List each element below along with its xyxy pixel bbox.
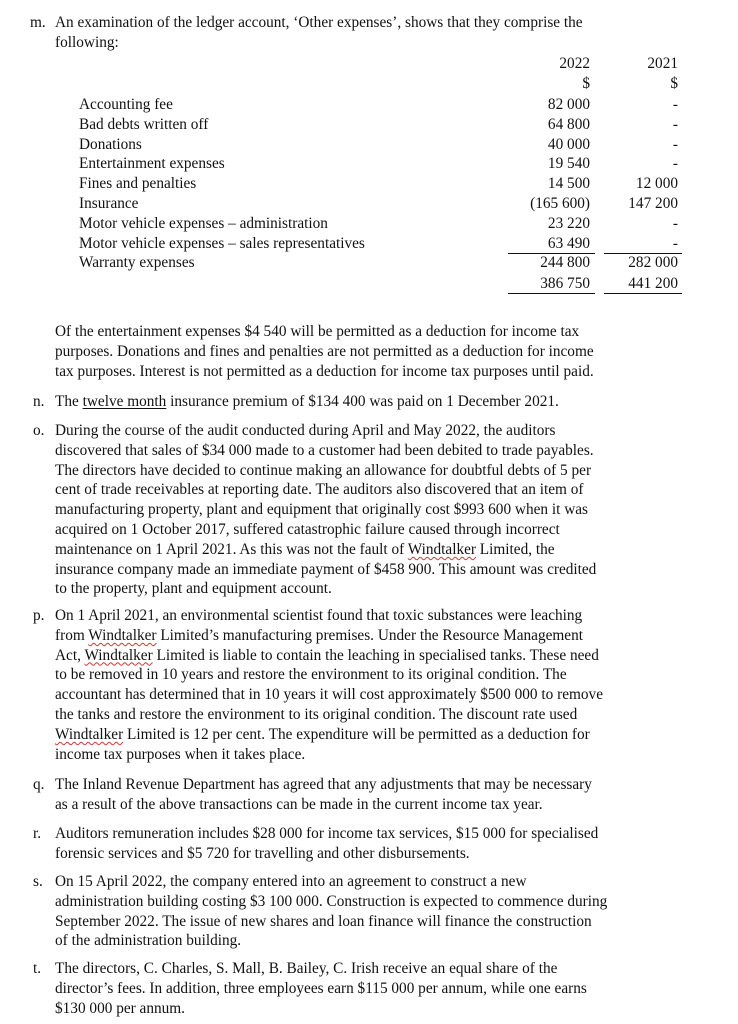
value-2022: 23 220 — [547, 214, 590, 232]
spellcheck-word: Windtalker — [84, 646, 153, 664]
item-marker: p. — [33, 607, 45, 624]
row-label: Donations — [79, 135, 142, 153]
item-marker: m. — [30, 14, 46, 31]
row-label: Insurance — [79, 195, 139, 212]
value-2022: 63 490 — [547, 234, 590, 252]
currency-2021: $ — [670, 75, 678, 92]
item-marker: t. — [33, 960, 42, 977]
col-header-2022: 2022 — [559, 55, 590, 72]
value-2021: - — [672, 234, 678, 252]
col-header-2021: 2021 — [647, 55, 678, 72]
value-2021: 147 200 — [628, 195, 678, 212]
row-label: Motor vehicle expenses – administration — [79, 214, 328, 232]
item-marker: r. — [33, 825, 42, 842]
row-label: Entertainment expenses — [79, 155, 225, 173]
item-marker: n. — [33, 393, 45, 410]
value-2021: 12 000 — [635, 175, 678, 193]
item-marker: s. — [33, 873, 43, 890]
value-2022: 14 500 — [547, 175, 590, 193]
row-label: Accounting fee — [79, 96, 173, 113]
spellcheck-word: Windtalker — [55, 725, 124, 743]
value-2021: 282 000 — [628, 254, 678, 272]
value-2022: 64 800 — [547, 115, 590, 133]
spellcheck-word: Windtalker — [88, 626, 157, 644]
underlined-phrase: twelve month — [82, 393, 167, 410]
item-marker: o. — [33, 422, 45, 439]
value-2022: (165 600) — [530, 195, 590, 212]
row-label: Fines and penalties — [79, 175, 197, 193]
total-2021: 441 200 — [628, 275, 678, 292]
value-2021: - — [672, 96, 678, 113]
value-2022: 40 000 — [547, 135, 590, 153]
total-2022: 386 750 — [540, 275, 590, 292]
item-marker: q. — [33, 776, 45, 793]
spellcheck-word: Windtalker — [407, 540, 476, 558]
value-2021: - — [672, 155, 678, 173]
value-2022: 244 800 — [540, 254, 590, 272]
currency-2022: $ — [582, 75, 590, 92]
value-2021: - — [672, 214, 678, 232]
value-2021: - — [672, 135, 678, 153]
row-label: Motor vehicle expenses – sales representatives — [79, 234, 365, 252]
item-m-note: Of the entertainment expenses $4 540 will be permitted as a deduction for income tax purposes. Donations and fines and penalties are not permitted as a deduction for income tax purposes. Interest is not permitted as a deduction for income tax purposes until paid. — [55, 323, 594, 380]
item-m-intro: An examination of the ledger account, ‘Other expenses’, shows that they comprise the following: — [55, 14, 583, 51]
row-label: Warranty expenses — [79, 254, 195, 272]
value-2021: - — [672, 115, 678, 133]
value-2022: 19 540 — [547, 155, 590, 173]
row-label: Bad debts written off — [79, 115, 209, 133]
value-2022: 82 000 — [547, 96, 590, 113]
